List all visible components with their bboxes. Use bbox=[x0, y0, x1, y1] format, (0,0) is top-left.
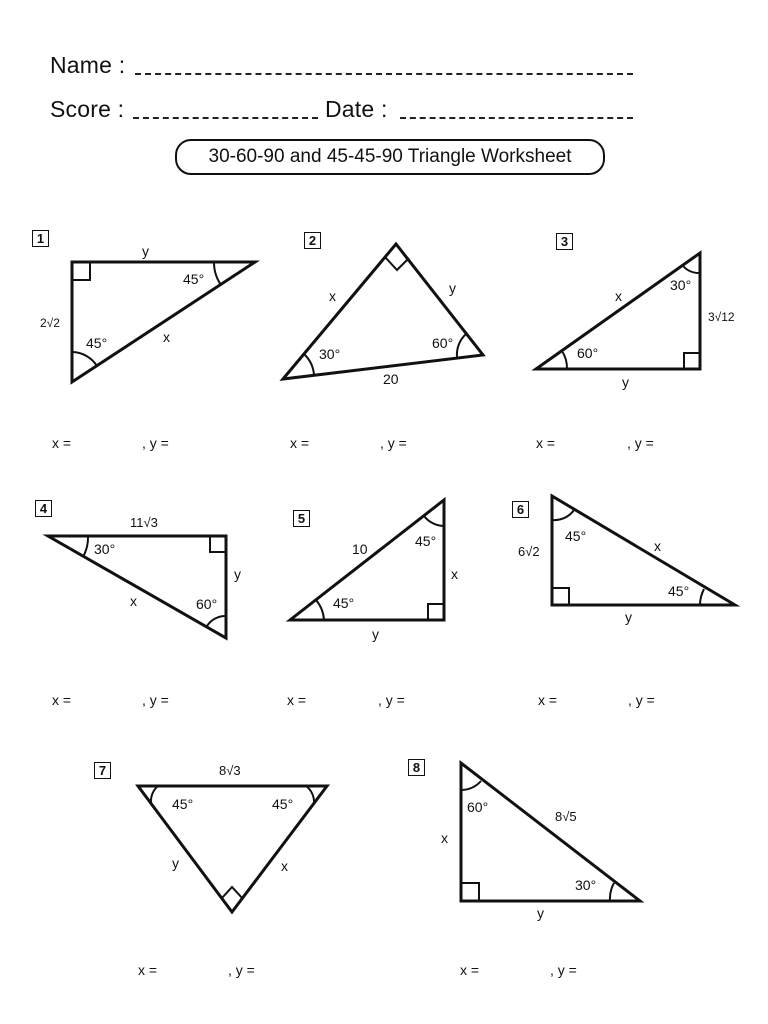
angle-arc-8a bbox=[461, 781, 481, 790]
tri5-hyp: 10 bbox=[352, 541, 368, 557]
tri8-side-bottom: y bbox=[537, 905, 544, 921]
tri3-side-right: 3√12 bbox=[708, 310, 735, 324]
problem-number-8: 8 bbox=[408, 759, 425, 776]
tri7-angle-a: 45° bbox=[172, 796, 194, 812]
problem-number-1: 1 bbox=[32, 230, 49, 247]
tri4-side-right: y bbox=[234, 566, 241, 582]
triangle-3 bbox=[536, 253, 700, 369]
answer-x-3: x = bbox=[536, 435, 556, 451]
date-label: Date : bbox=[325, 96, 388, 122]
tri4-angle-a: 30° bbox=[94, 541, 116, 557]
answer-x-4: x = bbox=[52, 692, 72, 708]
tri3-angle-b: 30° bbox=[670, 277, 692, 293]
tri1-hyp: x bbox=[163, 329, 170, 345]
tri3-hyp: x bbox=[615, 288, 622, 304]
triangle-4 bbox=[48, 536, 226, 638]
triangle-1 bbox=[72, 262, 255, 382]
answer-y-3: , y = bbox=[627, 435, 654, 451]
tri8-side-left: x bbox=[441, 830, 448, 846]
tri1-angle-b: 45° bbox=[86, 335, 108, 351]
right-angle-mark-1 bbox=[72, 262, 90, 280]
right-angle-mark-5 bbox=[428, 604, 444, 620]
triangle-7 bbox=[138, 786, 327, 912]
problem-number-4: 4 bbox=[35, 500, 52, 517]
angle-arc-5b bbox=[424, 516, 444, 526]
right-angle-mark-4 bbox=[210, 536, 226, 552]
answer-x-2: x = bbox=[290, 435, 310, 451]
worksheet-title-text: 30-60-90 and 45-45-90 Triangle Worksheet bbox=[208, 146, 572, 167]
right-angle-mark-2 bbox=[385, 257, 409, 270]
tri8-hyp: 8√5 bbox=[555, 809, 577, 824]
angle-arc-1b bbox=[72, 352, 97, 366]
triangle-8 bbox=[461, 763, 640, 901]
tri2-side-left: x bbox=[329, 288, 336, 304]
angle-arc-4b bbox=[207, 616, 226, 626]
answer-y-4: , y = bbox=[142, 692, 169, 708]
name-label: Name : bbox=[50, 52, 126, 78]
tri7-side-top: 8√3 bbox=[219, 763, 241, 778]
angle-arc-6b bbox=[700, 589, 704, 605]
answer-x-1: x = bbox=[52, 435, 72, 451]
angle-arc-7a bbox=[151, 786, 158, 803]
triangle-6 bbox=[552, 496, 735, 605]
right-angle-mark-6 bbox=[552, 588, 569, 605]
score-label: Score : bbox=[50, 96, 125, 122]
tri2-side-bottom: 20 bbox=[383, 371, 399, 387]
answer-y-6: , y = bbox=[628, 692, 655, 708]
tri6-angle-a: 45° bbox=[565, 528, 587, 544]
answer-y-5: , y = bbox=[378, 692, 405, 708]
triangle-2 bbox=[283, 244, 483, 379]
tri1-side-left: 2√2 bbox=[40, 316, 60, 330]
tri5-angle-b: 45° bbox=[415, 533, 437, 549]
tri3-angle-a: 60° bbox=[577, 345, 599, 361]
angle-arc-5a bbox=[316, 600, 324, 620]
answer-x-6: x = bbox=[538, 692, 558, 708]
tri6-hyp: x bbox=[654, 538, 661, 554]
tri7-angle-b: 45° bbox=[272, 796, 294, 812]
problem-number-3: 3 bbox=[556, 233, 573, 250]
tri6-side-bottom: y bbox=[625, 609, 632, 625]
tri4-angle-b: 60° bbox=[196, 596, 218, 612]
right-angle-mark-3 bbox=[684, 353, 700, 369]
tri1-angle-a: 45° bbox=[183, 271, 205, 287]
tri5-angle-a: 45° bbox=[333, 595, 355, 611]
angle-arc-7b bbox=[306, 786, 314, 803]
tri2-side-right: y bbox=[449, 280, 456, 296]
problem-number-7: 7 bbox=[94, 762, 111, 779]
tri5-side-right: x bbox=[451, 566, 458, 582]
answer-y-1: , y = bbox=[142, 435, 169, 451]
angle-arc-6a bbox=[552, 510, 574, 520]
right-angle-mark-8 bbox=[461, 883, 479, 901]
problem-number-6: 6 bbox=[512, 501, 529, 518]
answer-x-5: x = bbox=[287, 692, 307, 708]
answer-y-7: , y = bbox=[228, 962, 255, 978]
angle-arc-2a bbox=[304, 354, 314, 375]
tri5-side-bottom: y bbox=[372, 626, 379, 642]
triangle-5 bbox=[290, 500, 444, 620]
angle-arc-4a bbox=[83, 536, 88, 557]
tri7-side-right: x bbox=[281, 858, 288, 874]
tri2-angle-b: 60° bbox=[432, 335, 454, 351]
answer-x-7: x = bbox=[138, 962, 158, 978]
tri3-side-bottom: y bbox=[622, 374, 629, 390]
tri1-side-top: y bbox=[142, 243, 149, 259]
problem-number-2: 2 bbox=[304, 232, 321, 249]
angle-arc-8b bbox=[610, 883, 614, 901]
answer-y-2: , y = bbox=[380, 435, 407, 451]
tri4-side-top: 11√3 bbox=[130, 515, 158, 530]
tri2-angle-a: 30° bbox=[319, 346, 341, 362]
tri8-angle-b: 30° bbox=[575, 877, 597, 893]
answer-x-8: x = bbox=[460, 962, 480, 978]
answer-y-8: , y = bbox=[550, 962, 577, 978]
tri6-side-left: 6√2 bbox=[518, 544, 540, 559]
angle-arc-3a bbox=[562, 351, 567, 369]
problem-number-5: 5 bbox=[293, 510, 310, 527]
angle-arc-3b bbox=[683, 266, 700, 273]
right-angle-mark-7 bbox=[222, 887, 243, 899]
tri4-hyp: x bbox=[130, 593, 137, 609]
tri7-side-left: y bbox=[172, 855, 179, 871]
angle-arc-1a bbox=[214, 262, 221, 285]
tri6-angle-b: 45° bbox=[668, 583, 690, 599]
tri8-angle-a: 60° bbox=[467, 799, 489, 815]
angle-arc-2b bbox=[457, 334, 466, 357]
